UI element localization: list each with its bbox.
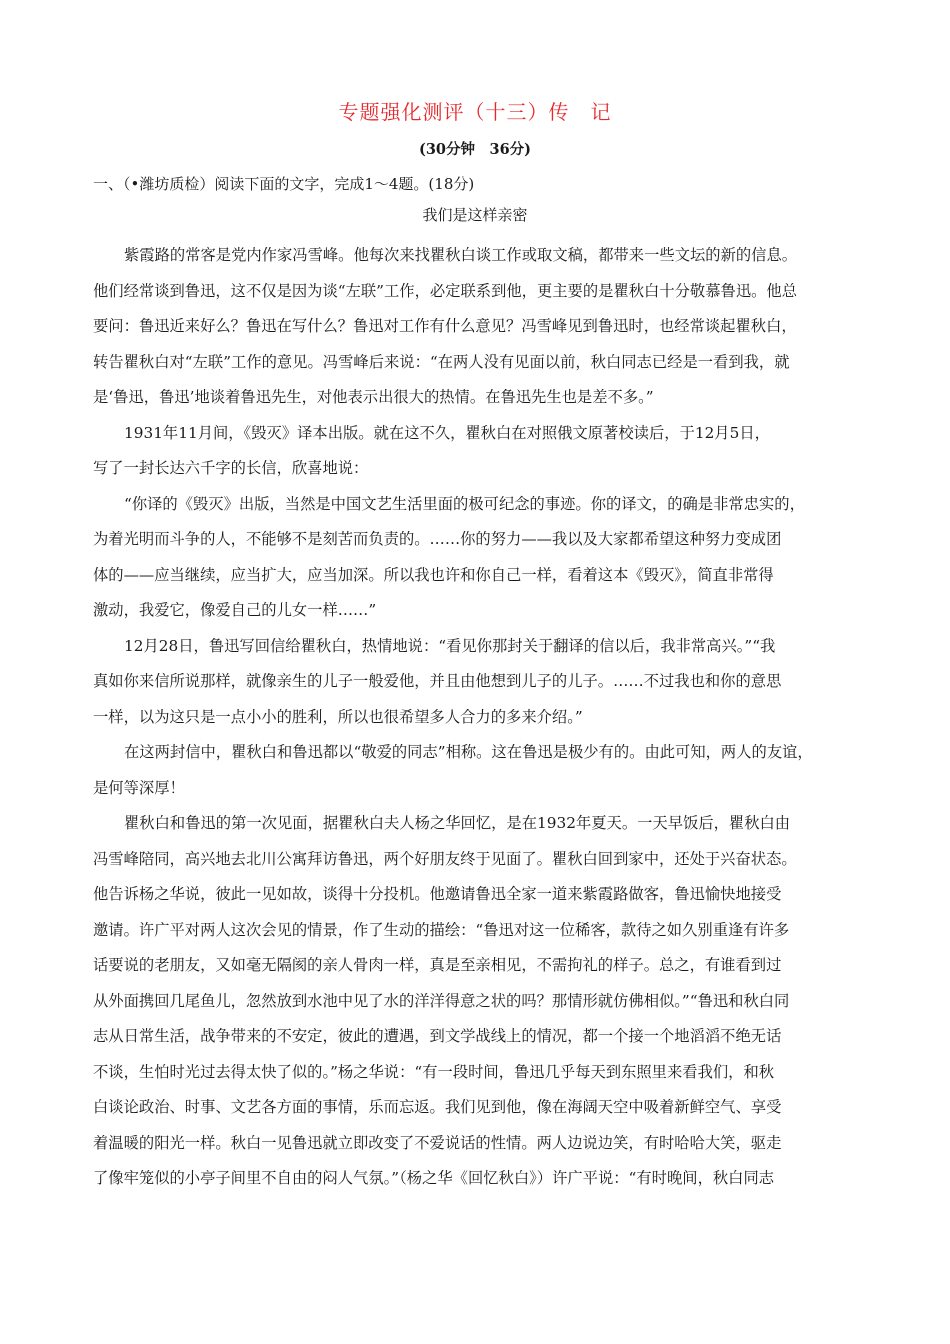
text-line: 他们经常谈到鲁迅，这不仅是因为谈“左联”工作，必定联系到他，更主要的是瞿秋白十分敬慕鲁迅。他总 [93,281,798,300]
text-line: 是何等深厚！ [93,778,185,797]
text-line: 一样，以为这只是一点小小的胜利，所以也很希望多人合力的多来介绍。” [93,707,583,726]
text-line: 不谈，生怕时光过去得太快了似的。”杨之华说：“有一段时间，鲁迅几乎每天到东照里来看我们，和秋 [93,1062,775,1081]
text-line: 要问：鲁迅近来好么？鲁迅在写什么？鲁迅对工作有什么意见？冯雪峰见到鲁迅时，也经常谈起瞿秋白， [93,317,797,335]
text-line: 是‘鲁迅，鲁迅’地谈着鲁迅先生，对他表示出很大的热情。在鲁迅先生也是差不多。” [93,388,654,406]
time-score-info: (30分钟 36分) [418,141,532,158]
section-heading: 一、（•潍坊质检）阅读下面的文字，完成1～4题。(18分) [93,175,475,193]
text-line: 紫霞路的常客是党内作家冯雪峰。他每次来找瞿秋白谈工作或取文稿，都带来一些文坛的新的信息。 [124,246,798,264]
text-line: 白谈论政治、时事、文艺各方面的事情，乐而忘返。我们见到他，像在海阔天空中吸着新鲜空气、享受 [93,1098,782,1116]
text-line: 为着光明而斗争的人，不能够不是刻苦而负责的。……你的努力——我以及大家都希望这种努力变成团 [93,530,782,548]
text-line: 真如你来信所说那样，就像亲生的儿子一般爱他，并且由他想到儿子的儿子。……不过我也和你的意思 [93,672,782,690]
document-title: 专题强化测评（十三）传 记 [338,100,612,124]
text-line: 邀请。许广平对两人这次会见的情景，作了生动的描绘：“鲁迅对这一位稀客，款待之如久别重逢有许多 [93,920,790,939]
text-line: 着温暖的阳光一样。秋白一见鲁迅就立即改变了不爱说话的性情。两人边说边笑，有时哈哈大笑，驱走 [93,1133,782,1152]
text-line: 在这两封信中，瞿秋白和鲁迅都以“敬爱的同志”相称。这在鲁迅是极少有的。由此可知，两人的友谊， [124,743,813,761]
text-line: 了像牢笼似的小亭子间里不自由的闷人气氛。”（杨之华《回忆秋白》）许广平说：“有时晚间，秋白同志 [93,1169,775,1187]
text-line: 他告诉杨之华说，彼此一见如故，谈得十分投机。他邀请鲁迅全家一道来紫霞路做客，鲁迅愉快地接受 [93,885,782,903]
text-line: 转告瞿秋白对“左联”工作的意见。冯雪峰后来说：“在两人没有见面以前，秋白同志已经是一看到我，就 [93,352,790,371]
text-line: 12月28日，鲁迅写回信给瞿秋白，热情地说：“看见你那封关于翻译的信以后，我非常高兴。”“我 [124,636,776,655]
text-line: 写了一封长达六千字的长信，欣喜地说： [93,459,369,477]
text-line: 激动，我爱它，像爱自己的儿女一样……” [93,601,377,619]
passage-body [93,238,863,1197]
text-line: 话要说的老朋友，又如毫无隔阂的亲人骨肉一样，真是至亲相见，不需拘礼的样子。总之，有谁看到过 [93,956,782,974]
text-line: 志从日常生活，战争带来的不安定，彼此的遭遇，到文学战线上的情况，都一个接一个地滔滔不绝无话 [93,1027,782,1045]
text-line: 瞿秋白和鲁迅的第一次见面，据瞿秋白夫人杨之华回忆，是在1932年夏天。一天早饭后，瞿秋白由 [124,814,791,832]
text-line: 1931年11月间，《毁灭》译本出版。就在这不久，瞿秋白在对照俄文原著校读后，于12月5日， [124,423,770,442]
text-line: 体的——应当继续，应当扩大，应当加深。所以我也许和你自己一样，看着这本《毁灭》，简直非常得 [93,565,774,584]
text-line: 冯雪峰陪同，高兴地去北川公寓拜访鲁迅，两个好朋友终于见面了。瞿秋白回到家中，还处于兴奋状态。 [93,849,797,868]
passage-title: 我们是这样亲密 [422,206,528,224]
text-line: “你译的《毁灭》出版，当然是中国文艺生活里面的极可纪念的事迹。你的译文，的确是非常忠实的， [124,494,805,513]
text-line: 从外面携回几尾鱼儿，忽然放到水池中见了水的洋洋得意之状的吗？那情形就仿佛相似。”“鲁迅和秋白同 [93,991,790,1010]
